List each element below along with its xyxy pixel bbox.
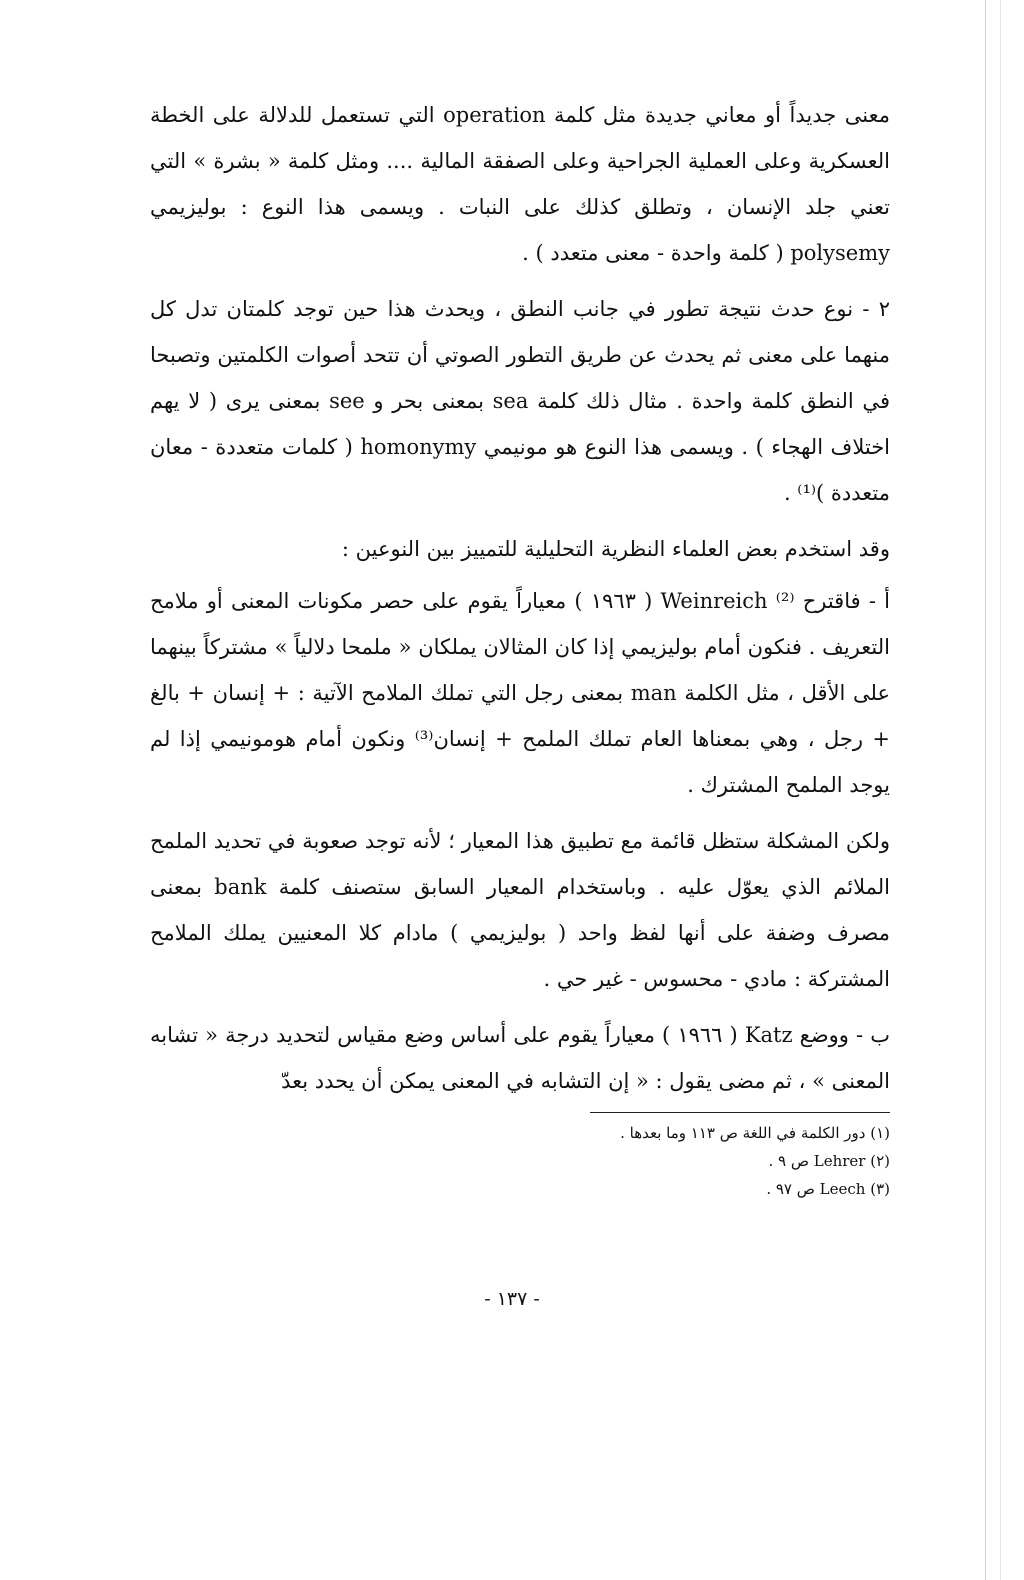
page-number: - ١٣٧ -: [484, 1288, 540, 1310]
paragraph-polysemy: معنى جديداً أو معاني جديدة مثل كلمة operation التي تستعمل للدلالة على الخطة العسكرية وعلى العملية الجراحية وعلى الصفقة المالية .... ومثل كلمة « بشرة » التي تعني جلد الإنسان ، وتطلق كذلك على النبات . ويسمى هذا النوع : بوليزيمي polysemy ( كلمة واحدة - معنى متعدد ) .: [150, 103, 890, 265]
paragraph-problem: ولكن المشكلة ستظل قائمة مع تطبيق هذا المعيار ؛ لأنه توجد صعوبة في تحديد الملمح الملائم الذي يعوّل عليه . وباستخدام المعيار السابق ستصنف كلمة bank بمعنى مصرف وضفة على أنها لفظ واحد ( بوليزيمي ) مادام كلا المعنيين يملك الملامح المشتركة : مادي - محسوس - غير حي .: [150, 829, 890, 991]
paragraph-weinreich: أ - فاقترح Weinreich ⁽²⁾ ( ١٩٦٣ ) معياراً يقوم على حصر مكونات المعنى أو ملامح التعريف . فنكون أمام بوليزيمي إذا كان المثالان يملكان « ملمحا دلالياً » مشتركاً بينهما على الأقل ، مثل الكلمة man بمعنى رجل التي تملك الملامح الآتية : + إنسان + بالغ + رجل ، وهي بمعناها العام تملك الملمح + إنسان⁽³⁾ ونكون أمام هومونيمي إذا لم يوجد الملمح المشترك .: [150, 589, 890, 797]
footnote-2: (٢) Lehrer ص ٩ .: [768, 1152, 890, 1170]
paragraph-homonymy: ٢ - نوع حدث نتيجة تطور في جانب النطق ، ويحدث هذا حين توجد كلمتان تدل كل منهما على معنى ثم يحدث عن طريق التطور الصوتي أن تتحد أصوات الكلمتين وتصبحا في النطق كلمة واحدة . مثال ذلك كلمة sea بمعنى بحر و see بمعنى يرى ( لا يهم اختلاف الهجاء ) . ويسمى هذا النوع هو مونيمي homonymy ( كلمات متعددة - معان متعددة )⁽¹⁾ .: [150, 297, 891, 505]
footnote-1: (١) دور الكلمة في اللغة ص ١١٣ وما بعدها .: [620, 1124, 890, 1142]
paragraph-katz: ب - ووضع Katz ( ١٩٦٦ ) معياراً يقوم على أساس وضع مقياس لتحديد درجة « تشابه المعنى » ، ثم مضى يقول : « إن التشابه في المعنى يمكن أن يحدد بعدّ: [150, 1023, 891, 1093]
footnote-3: (٣) Leech ص ٩٧ .: [766, 1180, 890, 1198]
paragraph-intro-methods: وقد استخدم بعض العلماء النظرية التحليلية للتمييز بين النوعين :: [341, 537, 890, 561]
footnote-divider: [590, 1112, 890, 1113]
page-edge-line: [985, 0, 986, 1580]
footnotes: [150, 1119, 890, 1203]
page-body: [150, 92, 890, 1203]
page-edge-line-outer: [1000, 0, 1001, 1580]
